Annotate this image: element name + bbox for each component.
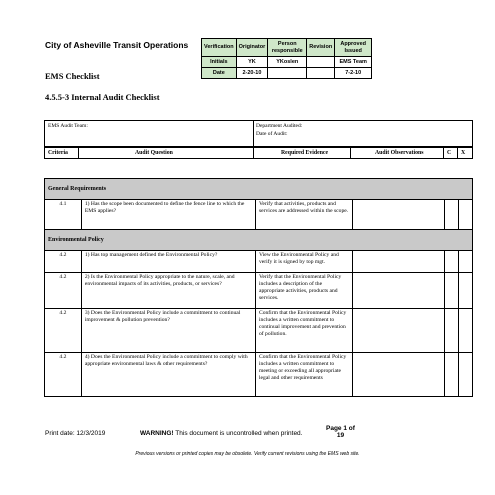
ctrl-date-label: Date xyxy=(202,68,237,79)
col-x: X xyxy=(461,150,466,156)
audit-info-box xyxy=(44,120,473,147)
ctrl-initials-revision xyxy=(307,57,335,68)
row-x-cell[interactable] xyxy=(459,251,473,273)
page-label: Page 1 of xyxy=(326,425,355,432)
warning-label: WARNING! xyxy=(140,430,174,437)
row-observation-cell[interactable] xyxy=(352,309,444,353)
col-divider-1 xyxy=(78,148,79,158)
row-observation-cell[interactable] xyxy=(352,251,444,273)
page-number xyxy=(326,425,355,439)
ctrl-initials-label: Initials xyxy=(202,57,237,68)
ctrl-date-approved: 7-2-10 xyxy=(335,68,372,79)
audit-info-divider xyxy=(253,121,254,146)
column-header-row xyxy=(44,147,473,159)
organization-title: City of Asheville Transit Operations xyxy=(45,40,189,50)
col-question: Audit Question xyxy=(135,150,173,156)
document-control-table xyxy=(201,38,372,79)
audit-date-label: Date of Audit: xyxy=(256,131,288,137)
row-criteria: 4.2 xyxy=(45,273,82,309)
table-row xyxy=(45,309,473,353)
table-row xyxy=(45,200,473,230)
col-c: C xyxy=(447,150,452,156)
row-question: 4) Does the Environmental Policy include a commitment to comply with appropriate environmental laws & other requirements? xyxy=(81,353,255,397)
row-x-cell[interactable] xyxy=(459,200,473,230)
procedure-title: 4.5.5-3 Internal Audit Checklist xyxy=(45,92,160,102)
table-row xyxy=(45,273,473,309)
col-evidence: Required Evidence xyxy=(281,150,329,156)
table-row xyxy=(45,353,473,397)
ctrl-header-approved: Approved Issued xyxy=(335,39,372,57)
row-observation-cell[interactable] xyxy=(352,273,444,309)
warning-text: This document is uncontrolled when printed. xyxy=(175,430,303,437)
row-criteria: 4.2 xyxy=(45,353,82,397)
row-question: 1) Has the scope been documented to define the fence line to which the EMS applies? xyxy=(81,200,255,230)
ctrl-date-responsible xyxy=(268,68,307,79)
col-divider-5 xyxy=(457,148,458,158)
page-total: 19 xyxy=(336,432,345,439)
col-criteria: Criteria xyxy=(48,150,68,156)
manual-title: EMS Checklist xyxy=(45,71,100,81)
ctrl-date-originator: 2-20-10 xyxy=(236,68,268,79)
row-criteria: 4.2 xyxy=(45,251,82,273)
row-observation-cell[interactable] xyxy=(352,353,444,397)
row-evidence: Confirm that the Environmental Policy includes a written commitment to continual improvement and prevention of pollution. xyxy=(255,309,352,353)
row-observation-cell[interactable] xyxy=(352,200,444,230)
audit-team-label: EMS Audit Team: xyxy=(48,123,88,129)
section-general-requirements: General Requirements xyxy=(45,179,473,200)
col-divider-4 xyxy=(443,148,444,158)
checklist-table xyxy=(44,178,473,397)
warning-notice xyxy=(140,430,302,437)
row-question: 3) Does the Environmental Policy include a commitment to continual improvement & pollution prevention? xyxy=(81,309,255,353)
row-x-cell[interactable] xyxy=(459,309,473,353)
col-divider-3 xyxy=(350,148,351,158)
ctrl-initials-originator: YK xyxy=(236,57,268,68)
ctrl-header-originator: Originator xyxy=(236,39,268,57)
row-c-cell[interactable] xyxy=(445,200,459,230)
row-evidence: Verify that activities, products and services are addressed within the scope. xyxy=(255,200,352,230)
row-question: 1) Has top management defined the Environmental Policy? xyxy=(81,251,255,273)
row-evidence: Verify that the Environmental Policy includes a description of the appropriate activities, products and services. xyxy=(255,273,352,309)
col-divider-2 xyxy=(253,148,254,158)
section-environmental-policy: Environmental Policy xyxy=(45,230,473,251)
row-c-cell[interactable] xyxy=(445,273,459,309)
row-x-cell[interactable] xyxy=(459,353,473,397)
department-label: Department Audited: xyxy=(256,123,303,129)
revision-note: Previous versions or printed copies may be obsolete. Verify current revisions using the EMS web site. xyxy=(135,451,360,457)
row-c-cell[interactable] xyxy=(445,309,459,353)
row-criteria: 4.1 xyxy=(45,200,82,230)
print-date: Print date: 12/3/2019 xyxy=(45,430,106,437)
row-c-cell[interactable] xyxy=(445,251,459,273)
col-observations: Audit Observations xyxy=(375,150,424,156)
row-evidence: View the Environmental Policy and verify it is signed by top mgt. xyxy=(255,251,352,273)
row-x-cell[interactable] xyxy=(459,273,473,309)
table-row xyxy=(45,251,473,273)
row-question: 2) Is the Environmental Policy appropriate to the nature, scale, and environmental impacts of its activities, products, or services? xyxy=(81,273,255,309)
row-criteria: 4.2 xyxy=(45,309,82,353)
ctrl-header-responsible: Person responsible xyxy=(268,39,307,57)
ctrl-date-revision xyxy=(307,68,335,79)
ctrl-initials-approved: EMS Team xyxy=(335,57,372,68)
ctrl-header-revision: Revision xyxy=(307,39,335,57)
ctrl-initials-responsible: YKoslen xyxy=(268,57,307,68)
row-evidence: Confirm that the Environmental Policy includes a written commitment to meeting or exceeding all appropriate legal and other requirements xyxy=(255,353,352,397)
ctrl-header-verification: Verification xyxy=(202,39,237,57)
row-c-cell[interactable] xyxy=(445,353,459,397)
